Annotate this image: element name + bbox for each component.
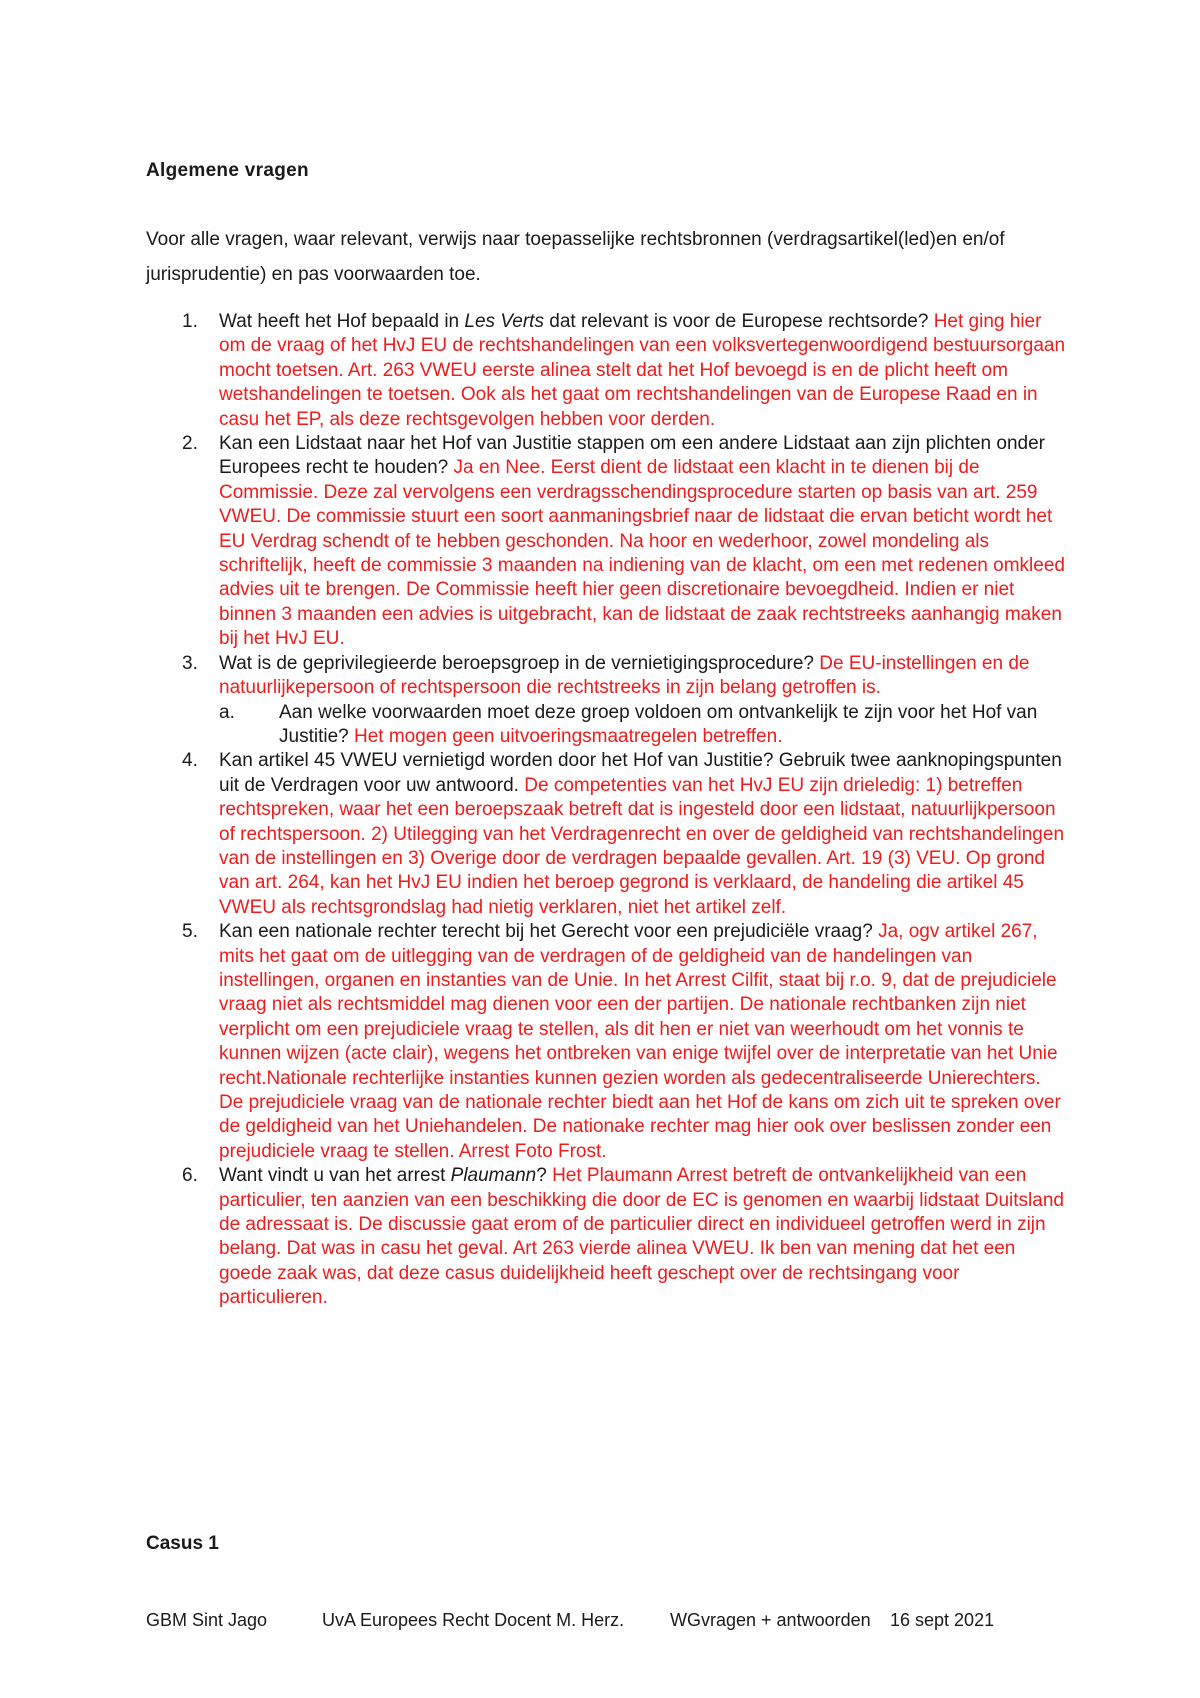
casus-heading: Casus 1 [146, 1533, 219, 1554]
question-text: Want vindt u van het arrest [219, 1165, 451, 1187]
question-list [146, 310, 1066, 1311]
answer-text: De EU-instellingen en de natuurlijkepersoon of rechtspersoon die rechtstreeks in zijn belang getroffen is. [219, 652, 1030, 699]
answer-text: Het Plaumann Arrest betreft de ontvankelijkheid van een particulier, ten aanzien van een beschikking die door de EC is genomen en waarbij lidstaat Duitsland de adressaat is. De discussie gaat erom of de particulier direct en individueel getroffen werd in zijn belang. Dat was in casu het geval. Art 263 vierde alinea VWEU. Ik ben van mening dat het een goede zaak was, dat deze casus duidelijkheid heeft geschept over de rechtsingang voor particulieren. [219, 1165, 1064, 1309]
question-item-1 [146, 310, 1066, 432]
footer-course: UvA Europees Recht Docent M. Herz. [322, 1610, 625, 1630]
question-text: Wat heeft het Hof bepaald in [219, 311, 465, 332]
question-text: Kan artikel 45 VWEU vernietigd worden door het Hof van Justitie? Gebruik twee aanknopingspunten uit de Verdragen voor uw antwoord. [219, 750, 1062, 796]
question-item-2 [146, 432, 1066, 652]
case-name: Les Verts [464, 311, 544, 332]
question-text: Wat is de geprivilegieerde beroepsgroep in de vernietigingsprocedure? [219, 652, 820, 674]
intro-paragraph: Voor alle vragen, waar relevant, verwijs naar toepasselijke rechtsbronnen (verdragsartikel(led)en en/of jurisprudentie) en pas voorwaarden toe. [146, 229, 1005, 285]
question-text: Kan een Lidstaat naar het Hof van Justitie stappen om een andere Lidstaat aan zijn plichten onder Europees recht te houden? [219, 433, 1045, 479]
answer-text: Ja, ogv artikel 267, mits het gaat om de uitlegging van de verdragen of de geldigheid van de handelingen van instellingen, organen en instanties van de Unie. In het Arrest Cilfit, staat bij r.o. 9, dat de prejudiciele vraag niet als rechtsmiddel mag dienen voor een der partijen. De nationale rechtbanken zijn niet verplicht om een prejudiciele vraag te stellen, als dit hen er niet van weerhoudt om het vonnis te kunnen wijzen (acte clair), wegens het ontbreken van enige twijfel over de interpretatie van het Unie recht.Nationale rechterlijke instanties kunnen gezien worden als gedecentraliseerde Unierechters. De prejudiciele vraag van de nationale rechter biedt aan het Hof de kans om zich uit te spreken over de geldigheid van het Uniehandelen. De nationake rechter mag hier ook over beslissen zonder een prejudiciele vraag te stellen. Arrest Foto Frost. [219, 921, 1061, 1162]
answer-text: De competenties van het HvJ EU zijn drieledig: 1) betreffen rechtspreken, waar het een beroepszaak betreft dat is ingesteld door een lidstaat, natuurlijkpersoon of rechtspersoon. 2) Utilegging van het Verdragenrecht en over de geldigheid van rechtshandelingen van de instellingen en 3) Overige door de verdragen bepaalde gevallen. Art. 19 (3) VEU. Op grond van art. 264, kan het HvJ EU indien het beroep gegrond is verklaard, de handeling die artikel 45 VWEU als rechtsgrondslag had nietig verklaren, niet het artikel zelf. [219, 774, 1065, 918]
question-number: 5. [182, 921, 198, 943]
question-item-4 [146, 749, 1066, 920]
footer-author: GBM Sint Jago [146, 1610, 268, 1630]
question-number: 3. [182, 652, 198, 674]
question-number: 6. [182, 1165, 198, 1187]
answer-text: Ja en Nee. Eerst dient de lidstaat een klacht in te dienen bij de Commissie. Deze zal vervolgens een verdragsschendingsprocedure starten op basis van art. 259 VWEU. De commissie stuurt een soort aanmaningsbrief naar de lidstaat die ervan beticht wordt het EU Verdrag schendt of te hebben geschonden. Na hoor en wederhoor, zowel mondeling als schriftelijk, heeft de commissie 3 maanden na indiening van de klacht, om een met redenen omkleed advies uit te brengen. De Commissie heeft hier geen discretionaire bevoegdheid. Indien er niet binnen 3 maanden een advies is uitgebracht, kan de lidstaat de zaak rechtstreeks aanhangig maken bij het HvJ EU. [219, 457, 1065, 650]
question-item-5 [146, 920, 1066, 1164]
question-number: 1. [182, 311, 198, 332]
footer-date: 16 sept 2021 [890, 1610, 995, 1630]
sub-question-number: a. [219, 701, 235, 723]
answer-text: Het mogen geen uitvoeringsmaatregelen betreffen. [353, 725, 783, 747]
answer-text: Het ging hier om de vraag of het HvJ EU de rechtshandelingen van een volksvertegenwoordigend bestuursorgaan mocht toetsen. Art. 263 VWEU eerste alinea stelt dat het Hof bevoegd is en de plicht heeft om wetshandelingen te toetsen. Ook als het gaat om rechtshandelingen van de Europese Raad en in casu het EP, als deze rechtsgevolgen hebben voor derden. [219, 311, 1066, 430]
question-number: 4. [182, 750, 198, 772]
question-item-3 [146, 652, 1066, 750]
footer-document: WGvragen + antwoorden [670, 1610, 871, 1630]
case-name: Plaumann [450, 1165, 537, 1187]
question-text: dat relevant is voor de Europese rechtsorde? [543, 311, 934, 332]
question-text: ? [536, 1165, 553, 1187]
sub-question-text: Aan welke voorwaarden moet deze groep voldoen om ontvankelijk te zijn voor het Hof van Justitie? [279, 701, 1038, 747]
question-item-6 [146, 1164, 1066, 1310]
question-text: Kan een nationale rechter terecht bij het Gerecht voor een prejudiciële vraag? [219, 921, 879, 943]
question-number: 2. [182, 433, 198, 455]
sub-question-a [219, 701, 1066, 750]
section-heading: Algemene vragen [146, 160, 309, 181]
